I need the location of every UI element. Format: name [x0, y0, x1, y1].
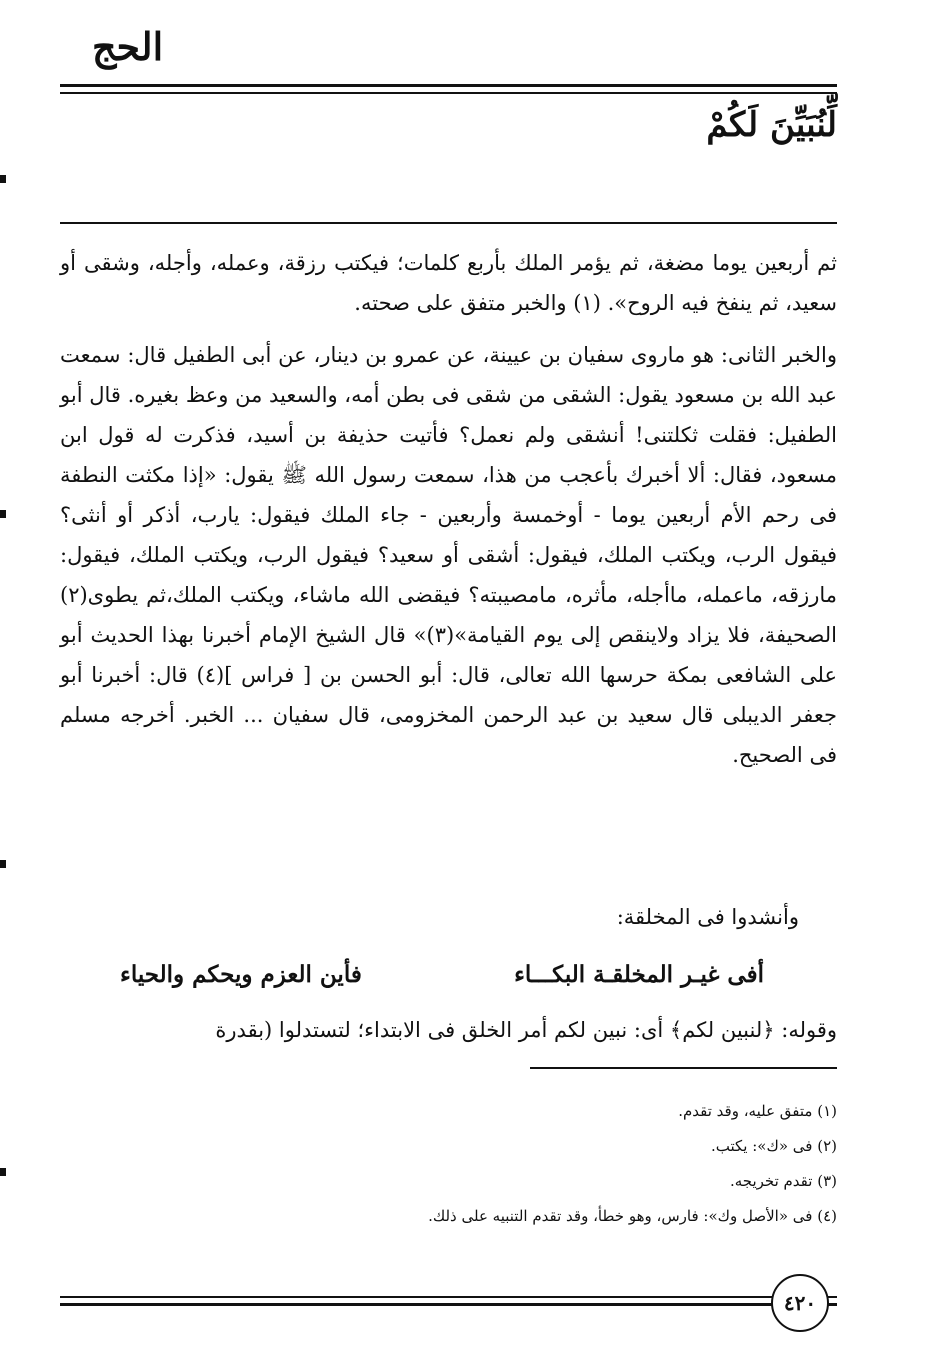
header-rule-top	[60, 84, 837, 87]
main-text	[60, 243, 837, 775]
paragraph-2: والخبر الثانى: هو ماروى سفيان بن عيينة، عن عمرو بن دينار، عن أبى الطفيل قال: سمعت عبد الله بن مسعود يقول: الشقى من شقى فى بطن أمه، والسعيد من وعظ بغيره. قال أبو الطفيل: فقلت ثكلتنى! أنشقى ولم نعمل؟ فأتيت حذيفة بن أسيد، فذكرت له قول ابن مسعود، فقال: ألا أخبرك بأعجب من هذا، سمعت رسول الله ﷺ يقول: «إذا مكثت النطفة فى رحم الأم أربعين يوما - أوخمسة وأربعين - جاء الملك فيقول: يارب، أذكر أو أنثى؟ فيقول الرب، ويكتب الملك، فيقول: أشقى أو سعيد؟ فيقول الرب، ويكتب الملك، فيقول: مارزقه، ماعمله، ماأجله، مأثره، مامصيبته؟ فيقضى الله ماشاء، ويكتب الملك،ثم يطوى(٢) الصحيفة، فلا يزاد ولاينقص إلى يوم القيامة»(٣)» قال الشيخ الإمام أخبرنا بهذا الحديث أبو على الشافعى بمكة حرسها الله تعالى، قال: أبو الحسن بن [ فراس ](٤) قال: أخبرنا أبو جعفر الديبلى قال سعيد بن عبد الرحمن المخزومى، قال سفيان ... الخبر. أخرجه مسلم فى الصحيح.	[60, 343, 837, 767]
scan-edge-mark	[0, 510, 6, 518]
section-divider	[60, 222, 837, 224]
running-title: الحج	[92, 24, 164, 69]
footnote-separator	[530, 1067, 837, 1069]
verse-second-hemistich: فأين العزم ويحكم والحياء	[120, 961, 362, 988]
section-heading: لِّنُبَيِّنَ لَكُمْ	[706, 105, 837, 145]
scan-edge-mark	[0, 1168, 6, 1176]
footnotes	[428, 1096, 837, 1236]
scan-edge-mark	[0, 175, 6, 183]
header-rule-bottom	[60, 92, 837, 94]
poem-intro: وأنشدوا فى المخلقة:	[616, 905, 799, 929]
page-number: ٤٢٠	[783, 1291, 817, 1315]
page-number-badge	[771, 1274, 829, 1332]
footnote-2: (٢) فى «ك»: يكتب.	[710, 1137, 837, 1155]
closing-line: وقوله: ﴿لنبين لكم﴾ أى: نبين لكم أمر الخلق فى الابتداء؛ لتستدلوا (بقدرة	[215, 1018, 837, 1042]
footnote-1: (١) متفق عليه، وقد تقدم.	[678, 1102, 837, 1120]
footer-rule-top	[60, 1296, 837, 1298]
footnote-4: (٤) فى «الأصل وك»: فارس، وهو خطأ، وقد تقدم التنبيه على ذلك.	[428, 1207, 837, 1225]
footer-rule-bottom	[60, 1303, 837, 1306]
footnote-3: (٣) تقدم تخريجه.	[729, 1172, 837, 1190]
scan-edge-mark	[0, 860, 6, 868]
verse-first-hemistich: أفى غيـر المخلقـة البكـــاء	[514, 961, 764, 988]
paragraph-1: ثم أربعين يوما مضغة، ثم يؤمر الملك بأربع كلمات؛ فيكتب رزقة، وعمله، وأجله، وشقى أو سعيد، ثم ينفخ فيه الروح». (١) والخبر متفق على صحته.	[60, 251, 837, 315]
